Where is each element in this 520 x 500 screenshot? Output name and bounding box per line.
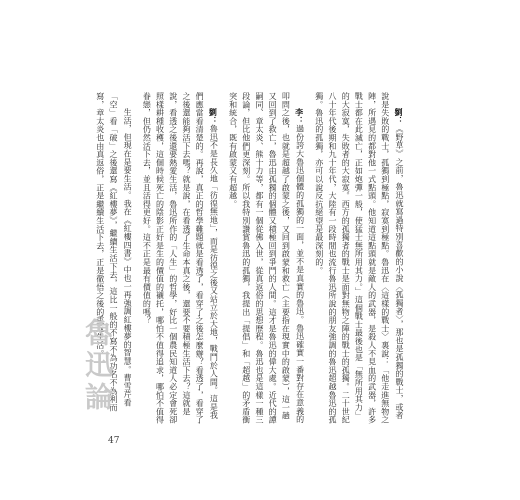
paragraph-text: 生活，但現在是要生活。我在《紅樓四書》中也一再強調紅樓夢的智慧。曹雪芹看「空」看「破」之後還寫《紅樓夢》，繼續生活下去，這比一般的不寫不為功名不為利而寫，章太炎也由真返俗，正是繼續生活下去，正是徹悟之後的重返生活。 <box>95 92 133 412</box>
calligraphy-watermark: 魯迅論 <box>81 318 114 414</box>
speaker-label: 劉： <box>394 108 404 125</box>
paragraph-3 <box>140 92 220 424</box>
paragraph-1 <box>313 92 406 424</box>
speaker-label: 劉： <box>208 108 219 125</box>
paragraph-text: 過份誇大魯迅個體的孤獨的一面，並不是真實的魯迅。魯迅確實一番對存在意義的叩問之後，也就是超越了啟蒙之後，又回到啟蒙和救亡（主要指在現實中的啟蒙），這一趟又回到了救亡，魯迅由孤獨的個體又積極回到爭鬥的人間。這才是魯迅的偉大處。近代的譚嗣同、章太炎、熊十力等，都有一個從佛入世，從真返俗的思想歷程。魯迅也是這樣一種三段論，但比他們更深刻。所以我特別讚賞魯迅的孤獨，我提出「提倡」和「超越」的矛盾衝突和統合，既有啟蒙又有超越。 <box>228 92 305 424</box>
paragraph-2 <box>226 92 306 424</box>
paragraph-text: 《野草》之前，魯迅就寫過特別喜歡的小說〈孤獨者〉，那也是孤獨的戰士，或者說是失敗的戰士，孤獨到極點，寂寞到極點。魯迅在〈這樣的戰士〉裏說：「他走進無物之陣，所遇見的都對他一式點頭。他知道這點頭就是敵人的武器，是殺人不見血的武器，許多戰士都在此滅亡，正如炮彈一般，使猛士無所用其力。」這個戰士最後也是「無所用其力」的大寂寞，失敗者的大寂寞。西方的孤獨者的戰士是面對無物之陣的戰士的孤獨。二十世紀八十年代後期和九十年代，大陸有一段時間也流行魯迅所說的朋友強調的魯迅超越魯迅的孤獨。魯迅的孤獨，亦可以說反抗絕望是最深刻的。 <box>314 92 404 424</box>
paragraph-text: 魯迅不是長久地「彷徨無地」，而是彷徨之後又站立於大地，戰鬥於人間。這是我們應當看清楚的。再說，真正的哲學難題就是看透了，看穿了之後怎麼辦？看透了，看穿了之後還能夠活下去嗎？就是說，在看透了生命本真之後，還要不要積極生活下去？這就是說，看透之後還要熱愛生活，魯迅所作的「人生」的哲學，好比一個農民知道人必定會死卻照樣耕種收穫，這個時候死亡的陰影正好是生的價值的襯托，哪怕不值得追求，哪怕不值得眷戀，但仍然活下去，並且活得更好。這不正是最有價值的嗎？ <box>142 92 219 424</box>
page-number: 47 <box>108 436 120 446</box>
speaker-label: 李： <box>294 108 305 125</box>
